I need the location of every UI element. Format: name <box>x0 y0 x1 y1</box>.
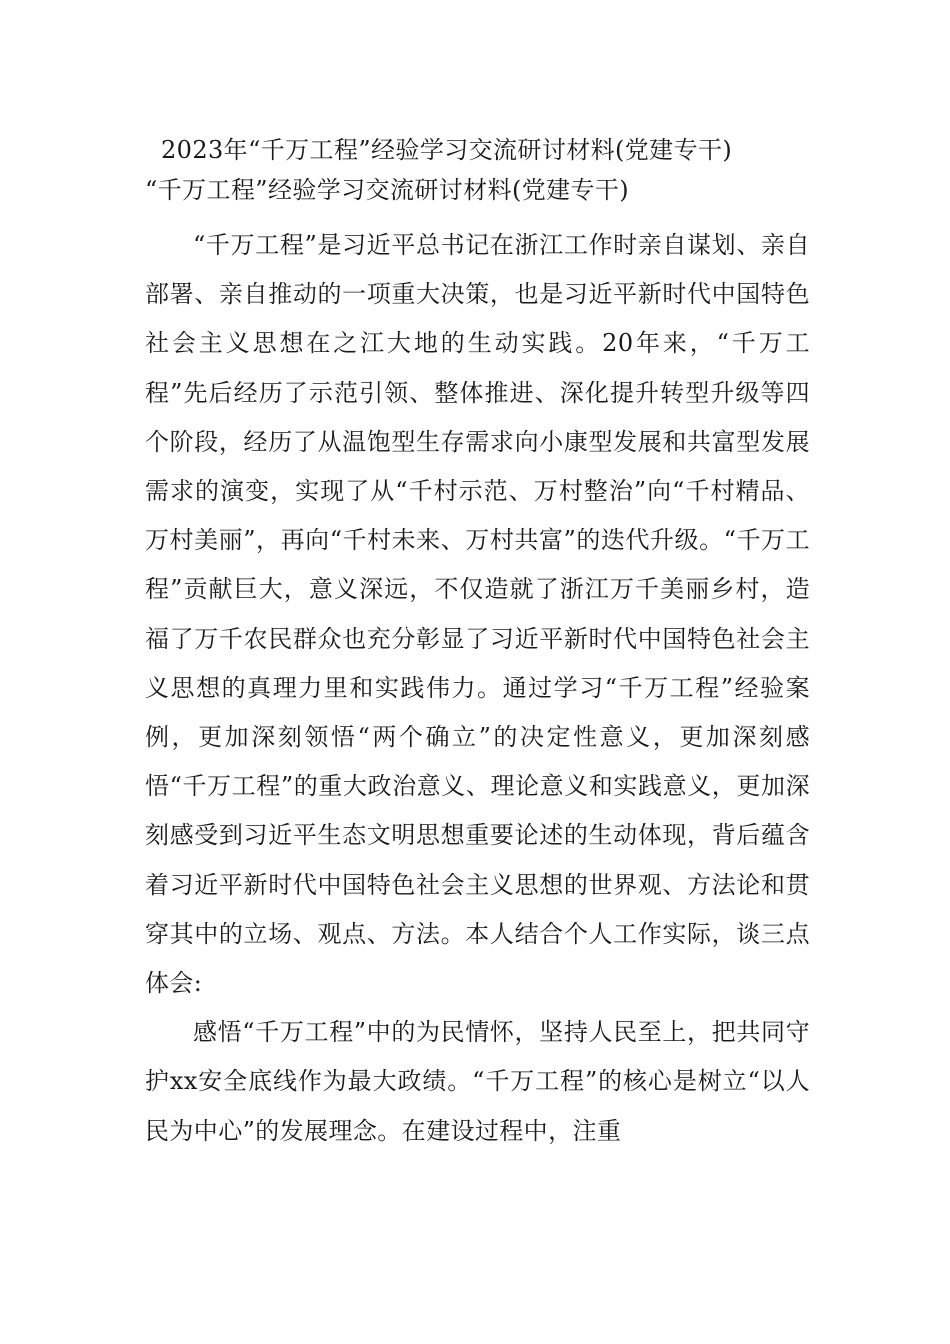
paragraph-point-one: 感悟“千万工程”中的为民情怀，坚持人民至上，把共同守护xx安全底线作为最大政绩。“千万工程”的核心是树立“以人民为中心”的发展理念。在建设过程中，注重 <box>145 1018 810 1145</box>
document-title: 2023年“千万工程”经验学习交流研讨材料(党建专干) <box>161 136 733 164</box>
document-subtitle: “千万工程”经验学习交流研讨材料(党建专干) <box>145 176 630 204</box>
paragraph-intro: “千万工程”是习近平总书记在浙江工作时亲自谋划、亲自部署、亲自推动的一项重大决策，也是习近平新时代中国特色社会主义思想在之江大地的生动实践。20年来，“千万工程”先后经历了示范引领、整体推进、深化提升转型升级等四个阶段，经历了从温饱型生存需求向小康型发展和共富型发展需求的演变，实现了从“千村示范、万村整治”向“千村精品、万村美丽”，再向“千村未来、万村共富”的迭代升级。“千万工程”贡献巨大，意义深远，不仅造就了浙江万千美丽乡村，造福了万千农民群众也充分彰显了习近平新时代中国特色社会主义思想的真理力里和实践伟力。通过学习“千万工程”经验案例，更加深刻领悟“两个确立”的决定性意义，更加深刻感悟“千万工程”的重大政治意义、理论意义和实践意义，更加深刻感受到习近平生态文明思想重要论述的生动体现，背后蕴含着习近平新时代中国特色社会主义思想的世界观、方法论和贯穿其中的立场、观点、方法。本人结合个人工作实际，谈三点体会: <box>145 231 810 998</box>
document-body <box>145 130 810 1156</box>
